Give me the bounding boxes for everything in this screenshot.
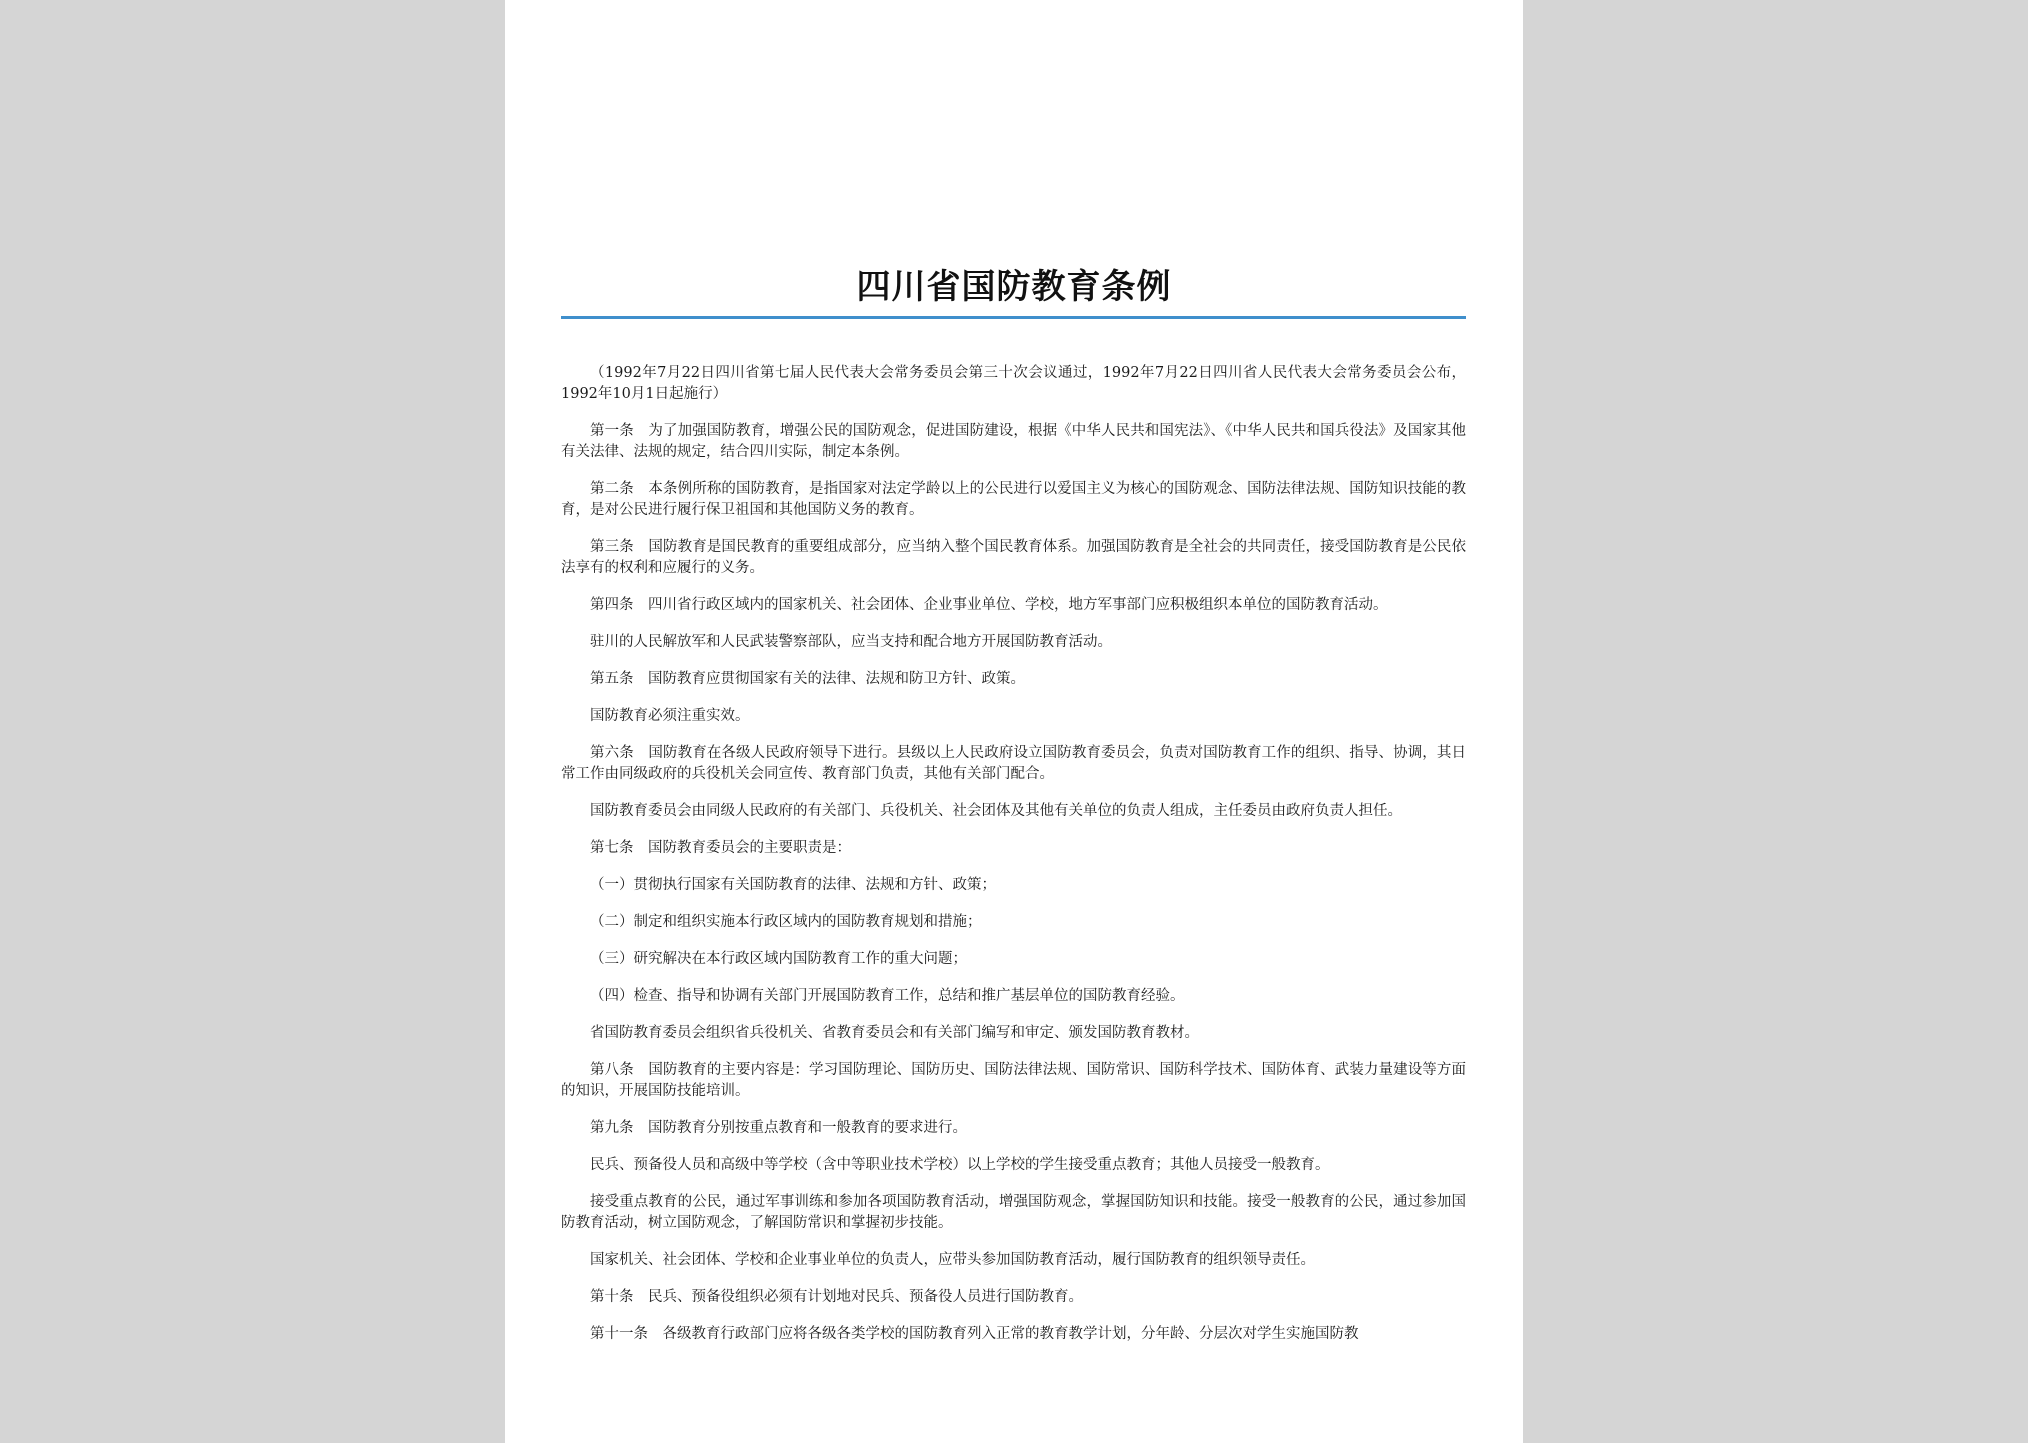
- article-paragraph: 国防教育必须注重实效。: [590, 708, 750, 724]
- article-paragraph: 第六条 国防教育在各级人民政府领导下进行。县级以上人民政府设立国防教育委员会，负责对国防教育工作的组织、指导、协调，其日常工作由同级政府的兵役机关会同宣传、教育部门负责，其他有关部门配合。: [561, 745, 1466, 782]
- article-paragraph: 第十一条 各级教育行政部门应将各级各类学校的国防教育列入正常的教育教学计划，分年龄、分层次对学生实施国防教: [590, 1326, 1359, 1342]
- article-paragraph: 第三条 国防教育是国民教育的重要组成部分，应当纳入整个国民教育体系。加强国防教育是全社会的共同责任，接受国防教育是公民依法享有的权利和应履行的义务。: [561, 539, 1466, 576]
- list-item: （四）检查、指导和协调有关部门开展国防教育工作，总结和推广基层单位的国防教育经验。: [590, 988, 1185, 1004]
- list-item: （二）制定和组织实施本行政区域内的国防教育规划和措施；: [590, 914, 982, 930]
- article-paragraph: 第五条 国防教育应贯彻国家有关的法律、法规和防卫方针、政策。: [590, 671, 1025, 687]
- title-divider: [561, 316, 1466, 319]
- article-paragraph: 第二条 本条例所称的国防教育，是指国家对法定学龄以上的公民进行以爱国主义为核心的国防观念、国防法律法规、国防知识技能的教育，是对公民进行履行保卫祖国和其他国防义务的教育。: [561, 481, 1466, 518]
- article-paragraph: 第八条 国防教育的主要内容是：学习国防理论、国防历史、国防法律法规、国防常识、国防科学技术、国防体育、武装力量建设等方面的知识，开展国防技能培训。: [561, 1062, 1466, 1099]
- document-body: [561, 363, 1466, 1361]
- article-paragraph: 国防教育委员会由同级人民政府的有关部门、兵役机关、社会团体及其他有关单位的负责人组成，主任委员由政府负责人担任。: [590, 803, 1402, 819]
- document-page: [505, 0, 1523, 1443]
- article-paragraph: 驻川的人民解放军和人民武装警察部队，应当支持和配合地方开展国防教育活动。: [590, 634, 1112, 650]
- article-paragraph: 第一条 为了加强国防教育，增强公民的国防观念，促进国防建设，根据《中华人民共和国宪法》、《中华人民共和国兵役法》及国家其他有关法律、法规的规定，结合四川实际，制定本条例。: [561, 423, 1466, 460]
- article-paragraph: 接受重点教育的公民，通过军事训练和参加各项国防教育活动，增强国防观念，掌握国防知识和技能。接受一般教育的公民，通过参加国防教育活动，树立国防观念，了解国防常识和掌握初步技能。: [561, 1194, 1466, 1231]
- preamble-paragraph: （1992年7月22日四川省第七届人民代表大会常务委员会第三十次会议通过，1992年7月22日四川省人民代表大会常务委员会公布，1992年10月1日起施行）: [561, 365, 1466, 402]
- article-paragraph: 第九条 国防教育分别按重点教育和一般教育的要求进行。: [590, 1120, 967, 1136]
- list-item: （三）研究解决在本行政区域内国防教育工作的重大问题；: [590, 951, 967, 967]
- document-title: 四川省国防教育条例: [856, 267, 1172, 307]
- article-paragraph: 省国防教育委员会组织省兵役机关、省教育委员会和有关部门编写和审定、颁发国防教育教材。: [590, 1025, 1199, 1041]
- article-paragraph: 国家机关、社会团体、学校和企业事业单位的负责人，应带头参加国防教育活动，履行国防教育的组织领导责任。: [590, 1252, 1315, 1268]
- article-paragraph: 第七条 国防教育委员会的主要职责是：: [590, 840, 851, 856]
- article-paragraph: 民兵、预备役人员和高级中等学校（含中等职业技术学校）以上学校的学生接受重点教育；其他人员接受一般教育。: [590, 1157, 1330, 1173]
- article-paragraph: 第四条 四川省行政区域内的国家机关、社会团体、企业事业单位、学校，地方军事部门应积极组织本单位的国防教育活动。: [590, 597, 1388, 613]
- list-item: （一）贯彻执行国家有关国防教育的法律、法规和方针、政策；: [590, 877, 996, 893]
- article-paragraph: 第十条 民兵、预备役组织必须有计划地对民兵、预备役人员进行国防教育。: [590, 1289, 1083, 1305]
